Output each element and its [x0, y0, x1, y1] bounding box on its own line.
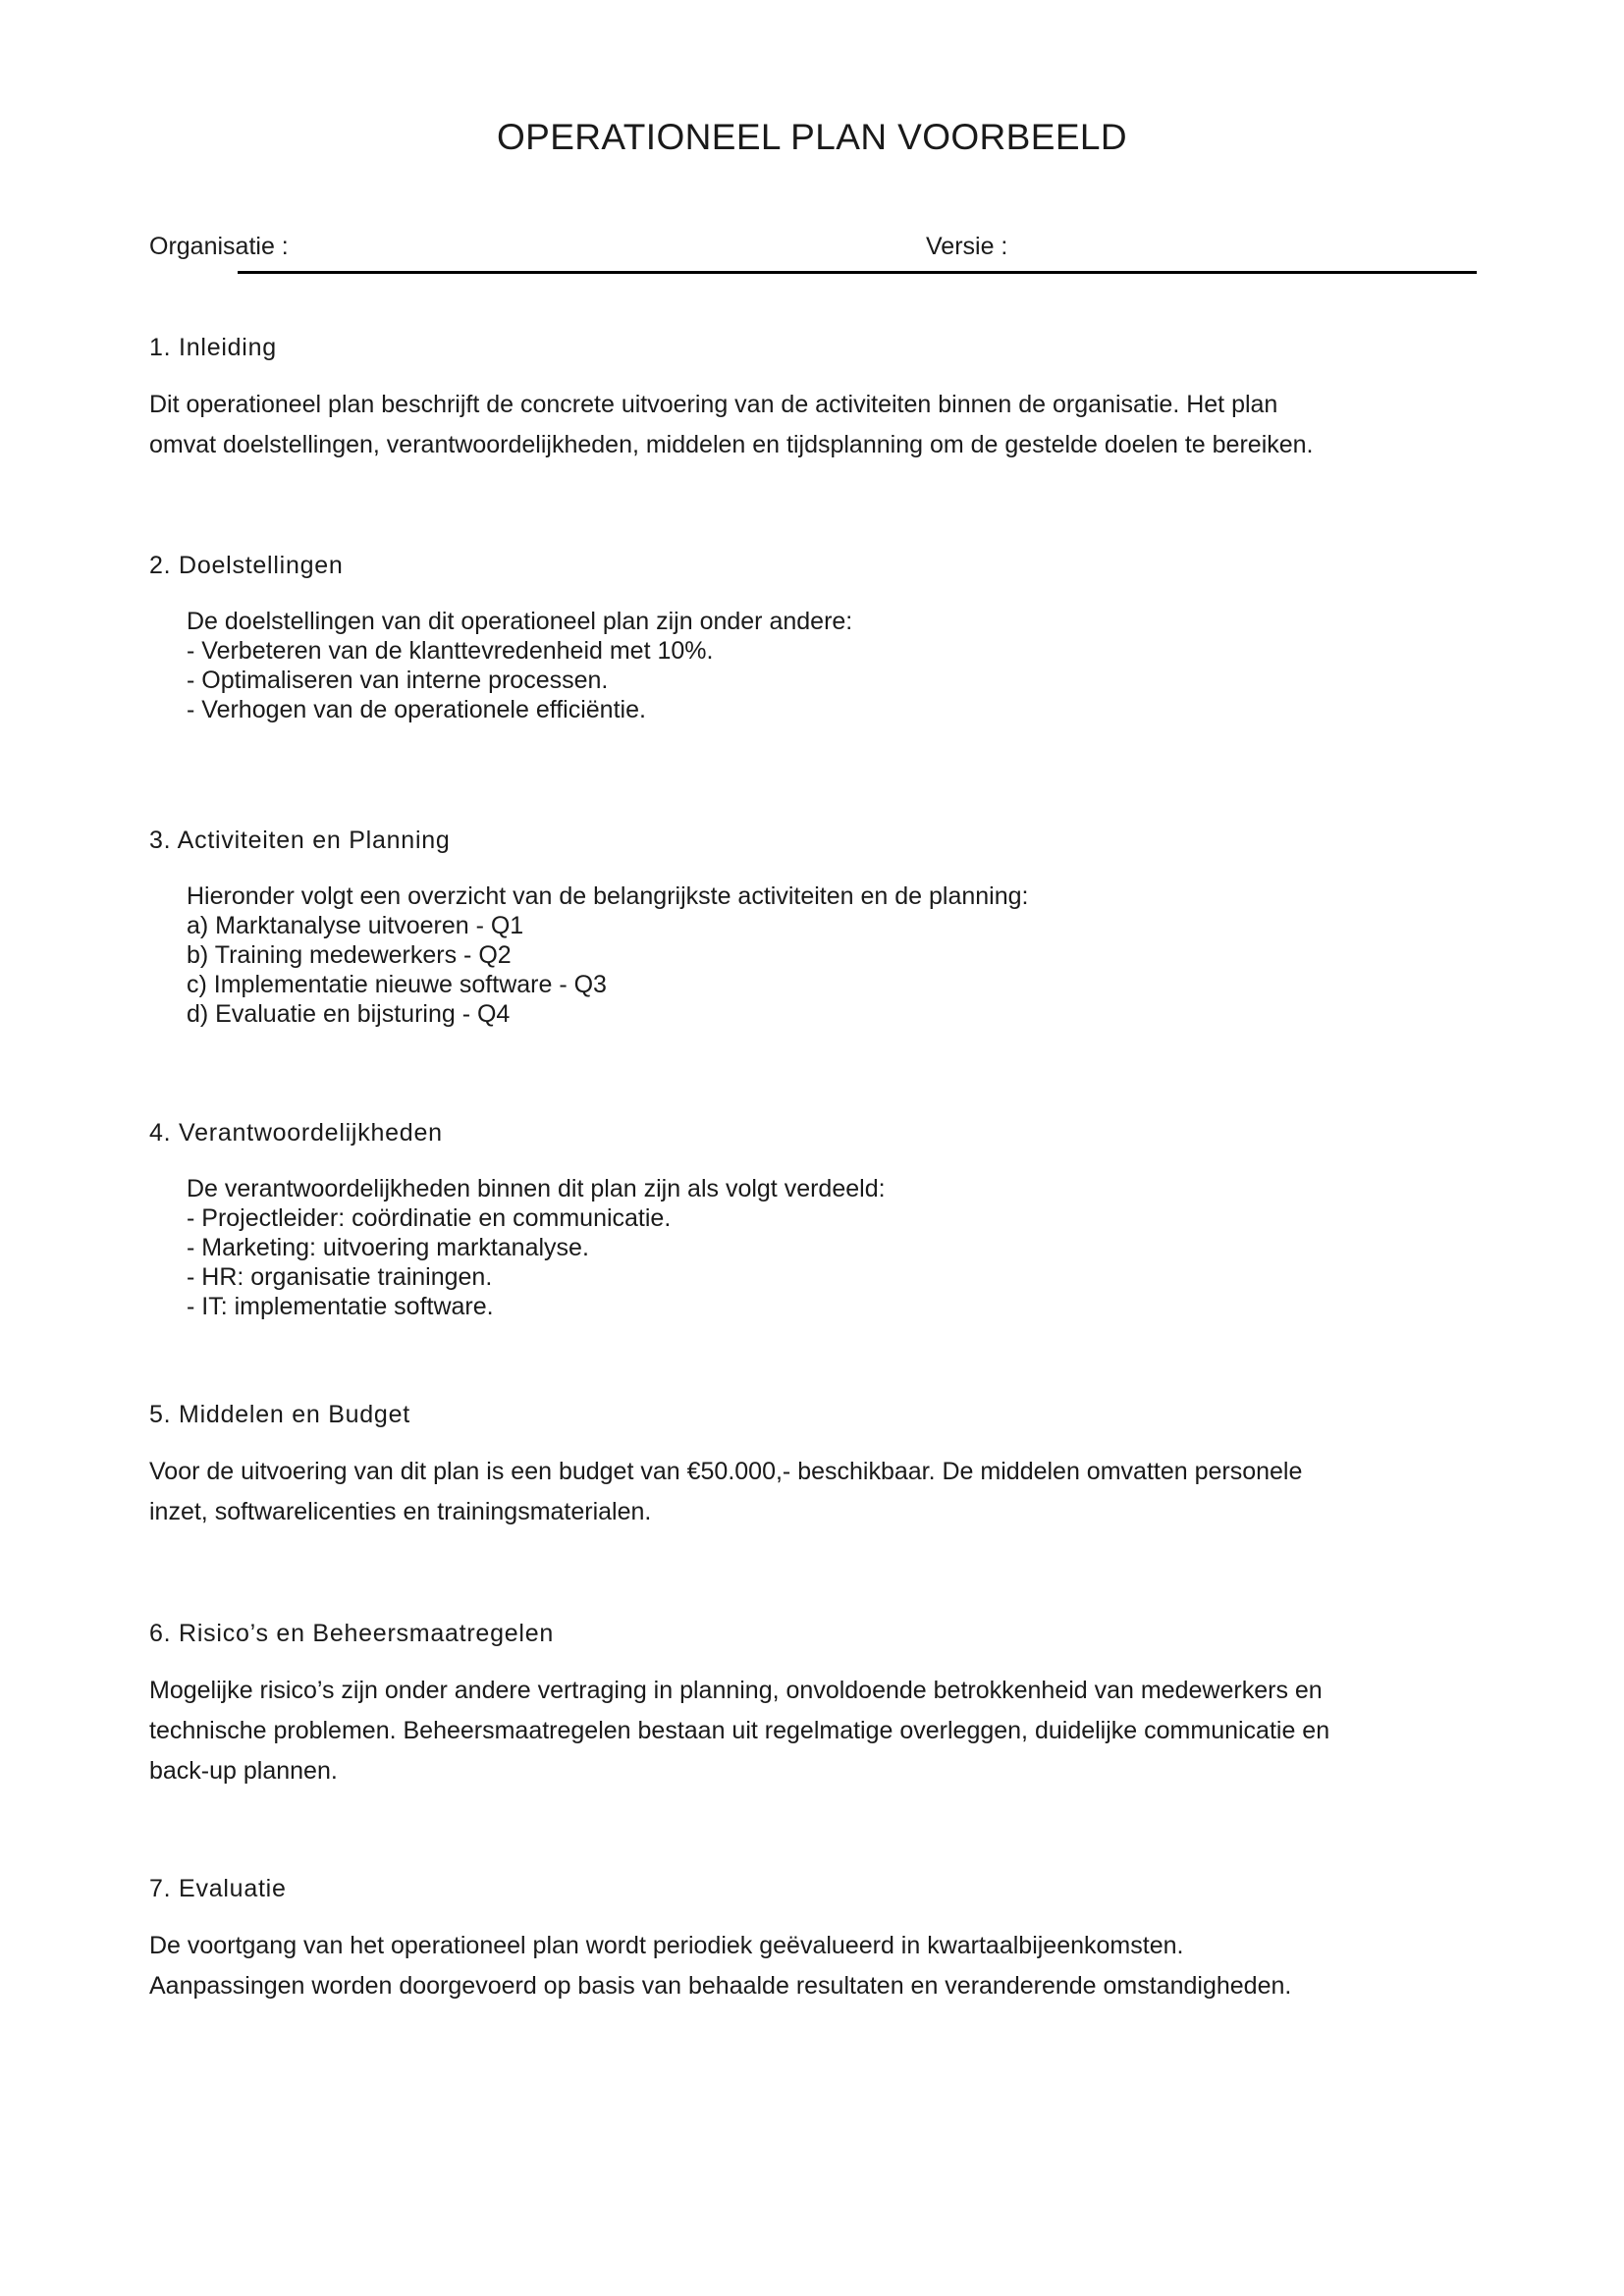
- section-text-line: inzet, softwarelicenties en trainingsmaterialen.: [149, 1498, 652, 1525]
- section-heading: 7. Evaluatie: [149, 1875, 287, 1902]
- organisation-label: Organisatie :: [149, 233, 289, 260]
- section-text-line: d) Evaluatie en bijsturing - Q4: [187, 1000, 511, 1028]
- section-2: [149, 550, 1477, 724]
- section-heading: 2. Doelstellingen: [149, 552, 344, 579]
- section-heading: 3. Activiteiten en Planning: [149, 827, 451, 854]
- section-text-line: - IT: implementatie software.: [187, 1293, 494, 1320]
- section-5: [149, 1399, 1477, 1532]
- section-body: [187, 607, 1477, 724]
- section-heading: 6. Risico’s en Beheersmaatregelen: [149, 1620, 555, 1647]
- section-text-line: - Verhogen van de operationele efficiëntie.: [187, 696, 646, 723]
- section-6: [149, 1618, 1477, 1791]
- page-title: OPERATIONEEL PLAN VOORBEELD: [496, 117, 1128, 157]
- section-text-line: De voortgang van het operationeel plan wordt periodiek geëvalueerd in kwartaalbijeenkomsten.: [149, 1932, 1184, 1959]
- section-text-line: technische problemen. Beheersmaatregelen bestaan uit regelmatige overleggen, duidelijke communicatie en: [149, 1717, 1330, 1744]
- section-body: [149, 1926, 1477, 2006]
- document-meta-row: [149, 232, 1477, 279]
- section-text-line: - HR: organisatie trainingen.: [187, 1263, 493, 1291]
- section-text-line: - Optimaliseren van interne processen.: [187, 667, 609, 694]
- section-body: [187, 881, 1477, 1029]
- section-text-line: De doelstellingen van dit operationeel plan zijn onder andere:: [187, 608, 853, 635]
- section-heading: 1. Inleiding: [149, 334, 277, 361]
- section-body: [187, 1174, 1477, 1321]
- section-body: [149, 1452, 1477, 1532]
- section-7: [149, 1873, 1477, 2006]
- section-text-line: b) Training medewerkers - Q2: [187, 941, 512, 969]
- version-label: Versie :: [926, 233, 1008, 260]
- section-1: [149, 332, 1477, 465]
- section-3: [149, 825, 1477, 1029]
- section-text-line: back-up plannen.: [149, 1757, 338, 1785]
- section-text-line: - Marketing: uitvoering marktanalyse.: [187, 1234, 589, 1261]
- section-4: [149, 1117, 1477, 1321]
- meta-fill-in-rule[interactable]: [238, 271, 1477, 274]
- section-text-line: c) Implementatie nieuwe software - Q3: [187, 971, 607, 998]
- section-text-line: omvat doelstellingen, verantwoordelijkheden, middelen en tijdsplanning om de gestelde doelen te bereiken.: [149, 431, 1314, 458]
- section-text-line: Hieronder volgt een overzicht van de belangrijkste activiteiten en de planning:: [187, 882, 1029, 910]
- section-text-line: - Projectleider: coördinatie en communicatie.: [187, 1204, 672, 1232]
- section-text-line: - Verbeteren van de klanttevredenheid met 10%.: [187, 637, 714, 665]
- section-text-line: Dit operationeel plan beschrijft de concrete uitvoering van de activiteiten binnen de organisatie. Het plan: [149, 391, 1278, 418]
- section-text-line: Voor de uitvoering van dit plan is een budget van €50.000,- beschikbaar. De middelen omvatten personele: [149, 1458, 1303, 1485]
- section-body: [149, 385, 1477, 465]
- section-text-line: De verantwoordelijkheden binnen dit plan zijn als volgt verdeeld:: [187, 1175, 886, 1202]
- section-text-line: Aanpassingen worden doorgevoerd op basis van behaalde resultaten en veranderende omstandigheden.: [149, 1972, 1292, 2000]
- section-heading: 4. Verantwoordelijkheden: [149, 1119, 443, 1147]
- section-heading: 5. Middelen en Budget: [149, 1401, 410, 1428]
- section-text-line: a) Marktanalyse uitvoeren - Q1: [187, 912, 524, 939]
- section-body: [149, 1671, 1477, 1791]
- section-text-line: Mogelijke risico’s zijn onder andere vertraging in planning, onvoldoende betrokkenheid van medewerkers en: [149, 1677, 1323, 1704]
